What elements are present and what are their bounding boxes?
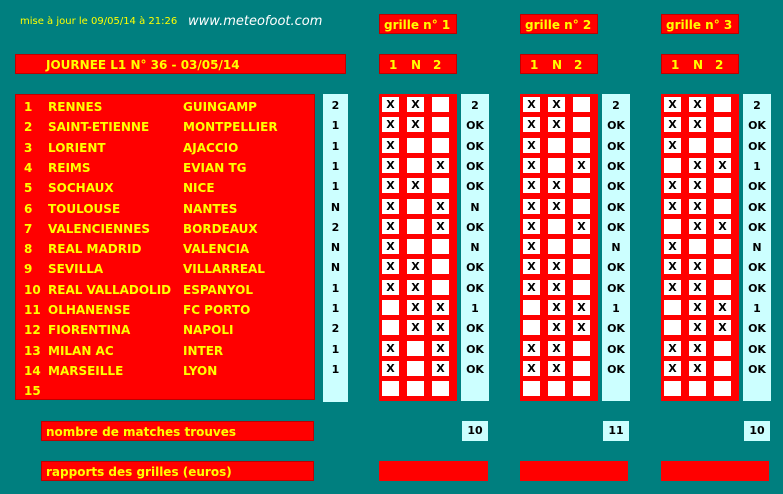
- match-number: 6: [24, 201, 33, 216]
- grid-columns-3: [661, 54, 739, 74]
- grid-cell[interactable]: X: [547, 258, 566, 275]
- match-number: 9: [24, 262, 33, 277]
- match-result: 1: [331, 362, 340, 376]
- grid-status: OK: [748, 220, 766, 234]
- match-result: 1: [331, 281, 340, 295]
- grid-status-column-2: [602, 94, 630, 401]
- grid-cell[interactable]: [522, 380, 541, 397]
- matches-found-count: 10: [462, 421, 488, 441]
- match-result: [323, 380, 348, 400]
- grid-cell[interactable]: [406, 218, 425, 235]
- table-row: [16, 341, 316, 361]
- rapports-label: rapports des grilles (euros): [41, 461, 314, 481]
- grid-cell[interactable]: X: [381, 258, 400, 275]
- grid-cell[interactable]: [572, 380, 591, 397]
- home-team: OLHANENSE: [48, 303, 131, 317]
- grid-title-2: grille n° 2: [520, 14, 598, 34]
- grid-status: OK: [466, 139, 484, 153]
- grid-status: 1: [753, 159, 761, 173]
- grid-cell[interactable]: [713, 360, 732, 377]
- grid-cell[interactable]: X: [431, 340, 450, 357]
- grid-cell[interactable]: [431, 177, 450, 194]
- grid-title-1: grille n° 1: [379, 14, 457, 34]
- grid-cell[interactable]: [547, 218, 566, 235]
- grid-cell[interactable]: [713, 238, 732, 255]
- grid-status-column-3: [743, 94, 771, 401]
- grid-status: OK: [607, 261, 625, 275]
- grid-cell[interactable]: X: [431, 299, 450, 316]
- grid-cell[interactable]: X: [522, 279, 541, 296]
- grid-cell[interactable]: [406, 157, 425, 174]
- grid-cell[interactable]: X: [547, 340, 566, 357]
- grid-cell[interactable]: X: [547, 177, 566, 194]
- grid-status: OK: [466, 119, 484, 133]
- grid-cell[interactable]: X: [522, 137, 541, 154]
- grid-cell[interactable]: X: [547, 279, 566, 296]
- grid-status: OK: [607, 119, 625, 133]
- grid-cell[interactable]: X: [688, 96, 707, 113]
- grid-cell[interactable]: [663, 157, 682, 174]
- away-team: NANTES: [183, 201, 238, 216]
- grid-cell[interactable]: X: [688, 177, 707, 194]
- grid-cell[interactable]: [431, 116, 450, 133]
- grid-status: 1: [753, 302, 761, 315]
- grid-cell[interactable]: [572, 360, 591, 377]
- grid-cell[interactable]: X: [572, 218, 591, 235]
- grid-cell[interactable]: [713, 198, 732, 215]
- grid-cell[interactable]: [713, 177, 732, 194]
- grid-cell[interactable]: [406, 380, 425, 397]
- update-note: mise à jour le 09/05/14 à 21:26: [20, 16, 178, 27]
- grid-cell[interactable]: X: [431, 157, 450, 174]
- site-name: www.meteofoot.com: [188, 14, 323, 29]
- grid-cell[interactable]: [572, 96, 591, 113]
- grid-cell[interactable]: [713, 258, 732, 275]
- match-number: 13: [24, 343, 41, 358]
- grid-cell[interactable]: X: [547, 96, 566, 113]
- grid-cell[interactable]: X: [572, 157, 591, 174]
- grid-cell[interactable]: X: [547, 360, 566, 377]
- away-team: INTER: [183, 343, 224, 358]
- grid-cell[interactable]: [431, 380, 450, 397]
- away-team: EVIAN TG: [183, 160, 247, 175]
- grid-column-label: N: [693, 58, 704, 72]
- matches-found-count: 10: [744, 421, 770, 441]
- grid-status: [461, 380, 489, 400]
- grid-cell[interactable]: [572, 340, 591, 357]
- grid-column-label: 1: [671, 58, 680, 72]
- grid-cell[interactable]: [572, 177, 591, 194]
- grid-status: OK: [466, 159, 484, 173]
- grid-cell[interactable]: X: [688, 299, 707, 316]
- grid-status: OK: [607, 281, 625, 295]
- match-number: 7: [24, 221, 33, 236]
- grid-cell[interactable]: X: [688, 319, 707, 336]
- grid-column-label: N: [552, 58, 563, 72]
- grid-cell[interactable]: X: [406, 96, 425, 113]
- grid-cell[interactable]: [547, 137, 566, 154]
- match-result: 2: [331, 220, 340, 234]
- grid-cell[interactable]: X: [688, 218, 707, 235]
- grid-cell[interactable]: X: [522, 116, 541, 133]
- grid-cell[interactable]: X: [663, 340, 682, 357]
- away-team: AJACCIO: [183, 140, 239, 155]
- grid-cell[interactable]: [431, 258, 450, 275]
- grid-cell[interactable]: X: [381, 218, 400, 235]
- grid-cell[interactable]: X: [572, 299, 591, 316]
- grid-status: OK: [748, 139, 766, 153]
- grid-cell[interactable]: X: [522, 238, 541, 255]
- home-team: MARSEILLE: [48, 363, 124, 378]
- away-team: GUINGAMP: [183, 100, 257, 114]
- match-result: 1: [331, 302, 340, 315]
- grid-cell[interactable]: [522, 299, 541, 316]
- grid-cell[interactable]: X: [381, 279, 400, 296]
- grid-cell[interactable]: X: [431, 319, 450, 336]
- grid-status: 2: [753, 99, 761, 112]
- grid-cell[interactable]: X: [688, 279, 707, 296]
- grid-cell[interactable]: X: [663, 177, 682, 194]
- grid-cell[interactable]: X: [547, 319, 566, 336]
- grid-cell[interactable]: X: [522, 218, 541, 235]
- grid-status: OK: [466, 261, 484, 275]
- matches-table: [15, 94, 315, 400]
- grid-cell[interactable]: [406, 238, 425, 255]
- match-result: 1: [331, 119, 340, 133]
- grid-cell[interactable]: X: [663, 116, 682, 133]
- grid-cell[interactable]: X: [547, 198, 566, 215]
- grid-cell[interactable]: X: [713, 299, 732, 316]
- grid-cell[interactable]: X: [406, 177, 425, 194]
- match-result: N: [330, 241, 341, 255]
- match-result: 2: [331, 322, 340, 336]
- grid-cell[interactable]: X: [381, 137, 400, 154]
- grid-status: OK: [748, 180, 766, 194]
- match-number: 5: [24, 181, 33, 196]
- grid-cell[interactable]: X: [522, 96, 541, 113]
- grid-cell[interactable]: X: [547, 299, 566, 316]
- grid-status: N: [752, 241, 762, 255]
- grid-cell[interactable]: [572, 198, 591, 215]
- table-row: [16, 97, 316, 117]
- grid-cell[interactable]: X: [688, 116, 707, 133]
- journee-label: JOURNEE L1 N° 36 - 03/05/14: [15, 54, 346, 74]
- table-row: [16, 280, 316, 300]
- grid-cell[interactable]: X: [713, 218, 732, 235]
- grid-cell[interactable]: X: [406, 116, 425, 133]
- grid-cell[interactable]: X: [522, 340, 541, 357]
- grid-status: OK: [607, 220, 625, 234]
- grid-cell[interactable]: X: [522, 198, 541, 215]
- away-team: VALENCIA: [183, 242, 250, 257]
- grid-status: OK: [466, 322, 484, 336]
- grid-status: OK: [607, 342, 625, 356]
- grid-cell[interactable]: X: [431, 360, 450, 377]
- home-team: FIORENTINA: [48, 323, 131, 338]
- table-row: [16, 199, 316, 219]
- grid-cell[interactable]: [663, 380, 682, 397]
- grid-column-label: 2: [715, 58, 724, 72]
- grid-cell[interactable]: [713, 380, 732, 397]
- grid-cell[interactable]: X: [688, 340, 707, 357]
- match-result: 1: [331, 139, 340, 153]
- table-row: [16, 138, 316, 158]
- grid-status: N: [470, 241, 480, 255]
- grid-cell[interactable]: [713, 96, 732, 113]
- grid-column-label: 2: [433, 58, 442, 72]
- grid-cell[interactable]: X: [431, 218, 450, 235]
- grid-cell[interactable]: [663, 319, 682, 336]
- rapport-box: [520, 461, 628, 481]
- grid-status: OK: [748, 261, 766, 275]
- match-result: 1: [331, 342, 340, 356]
- home-team: VALENCIENNES: [48, 221, 151, 236]
- grid-cell[interactable]: [381, 299, 400, 316]
- table-row: [16, 300, 316, 320]
- home-team: TOULOUSE: [48, 201, 121, 216]
- away-team: ESPANYOL: [183, 282, 253, 297]
- grid-status: OK: [607, 322, 625, 336]
- match-number: 1: [24, 100, 33, 114]
- away-team: LYON: [183, 363, 218, 378]
- grid-cell[interactable]: X: [522, 157, 541, 174]
- grid-status: OK: [607, 200, 625, 214]
- rapport-box: [379, 461, 488, 481]
- match-number: 3: [24, 140, 33, 155]
- grid-cell[interactable]: X: [406, 279, 425, 296]
- grid-status: OK: [748, 322, 766, 336]
- match-result: 1: [331, 159, 340, 173]
- grid-cell[interactable]: X: [713, 319, 732, 336]
- grid-status: 2: [471, 99, 479, 112]
- grid-status: OK: [748, 200, 766, 214]
- home-team: MILAN AC: [48, 343, 114, 358]
- grid-cell[interactable]: [522, 319, 541, 336]
- grid-cell[interactable]: [431, 137, 450, 154]
- match-number: 4: [24, 160, 33, 175]
- home-team: LORIENT: [48, 140, 106, 155]
- table-row: [16, 361, 316, 381]
- grid-cell[interactable]: [688, 380, 707, 397]
- grid-cell[interactable]: X: [663, 279, 682, 296]
- grid-status-column-1: [461, 94, 489, 401]
- grid-status: OK: [466, 362, 484, 376]
- grid-status: 2: [612, 99, 620, 112]
- grid-column-label: N: [411, 58, 422, 72]
- table-row: [16, 259, 316, 279]
- grid-cell[interactable]: [713, 279, 732, 296]
- grid-cell[interactable]: [572, 279, 591, 296]
- grid-cell[interactable]: X: [381, 96, 400, 113]
- table-row: [16, 239, 316, 259]
- match-result: 2: [331, 99, 340, 112]
- home-team: REIMS: [48, 160, 91, 175]
- grid-cell[interactable]: [572, 258, 591, 275]
- grid-status: OK: [607, 362, 625, 376]
- grid-cell[interactable]: [547, 380, 566, 397]
- match-number: 15: [24, 384, 41, 399]
- grid-column-label: 1: [389, 58, 398, 72]
- grid-cell[interactable]: X: [663, 238, 682, 255]
- matches-found-count: 11: [603, 421, 629, 441]
- away-team: NICE: [183, 181, 215, 196]
- grid-cell[interactable]: X: [381, 116, 400, 133]
- grid-status: OK: [466, 220, 484, 234]
- grid-status: 1: [471, 302, 479, 315]
- home-team: REAL MADRID: [48, 242, 142, 257]
- home-team: SEVILLA: [48, 262, 104, 277]
- grid-status: OK: [748, 119, 766, 133]
- grid-cell[interactable]: X: [431, 198, 450, 215]
- grid-cell[interactable]: X: [688, 157, 707, 174]
- grid-cell[interactable]: [572, 238, 591, 255]
- grid-title-3: grille n° 3: [661, 14, 739, 34]
- grid-cell[interactable]: X: [663, 360, 682, 377]
- table-row: [16, 219, 316, 239]
- grid-status: OK: [466, 342, 484, 356]
- match-result: N: [330, 200, 341, 214]
- grid-columns-2: [520, 54, 598, 74]
- grid-cell[interactable]: [688, 137, 707, 154]
- grid-cell[interactable]: [431, 238, 450, 255]
- grid-cell[interactable]: X: [381, 340, 400, 357]
- grid-cell[interactable]: X: [381, 360, 400, 377]
- grid-cell[interactable]: X: [663, 137, 682, 154]
- match-result: 1: [331, 180, 340, 194]
- away-team: NAPOLI: [183, 323, 234, 338]
- grid-cell[interactable]: [713, 340, 732, 357]
- grid-status: [743, 380, 771, 400]
- grid-cell[interactable]: X: [406, 319, 425, 336]
- grid-cell[interactable]: X: [381, 177, 400, 194]
- grid-cell[interactable]: [406, 137, 425, 154]
- match-number: 12: [24, 323, 41, 338]
- table-row: [16, 117, 316, 137]
- grid-status: OK: [466, 180, 484, 194]
- grid-cell[interactable]: [663, 218, 682, 235]
- grid-cell[interactable]: X: [688, 258, 707, 275]
- match-number: 10: [24, 282, 41, 297]
- grid-columns-1: [379, 54, 457, 74]
- home-team: SOCHAUX: [48, 181, 114, 196]
- grid-cell[interactable]: [663, 299, 682, 316]
- grid-status: OK: [748, 362, 766, 376]
- matches-found-label: nombre de matches trouves: [41, 421, 314, 441]
- grid-cell[interactable]: X: [572, 319, 591, 336]
- grid-cell[interactable]: X: [381, 238, 400, 255]
- away-team: VILLARREAL: [183, 262, 265, 277]
- match-result: N: [330, 261, 341, 275]
- grid-status: N: [611, 241, 621, 255]
- grid-cell[interactable]: [572, 137, 591, 154]
- grid-cell[interactable]: X: [406, 299, 425, 316]
- grid-cell[interactable]: [713, 137, 732, 154]
- grid-status: OK: [607, 139, 625, 153]
- match-number: 8: [24, 242, 33, 257]
- grid-cell[interactable]: X: [663, 198, 682, 215]
- match-number: 11: [24, 303, 41, 317]
- grid-cell[interactable]: X: [663, 258, 682, 275]
- table-row: [16, 320, 316, 340]
- home-team: RENNES: [48, 100, 103, 114]
- grid-cell[interactable]: X: [522, 258, 541, 275]
- grid-cell[interactable]: X: [406, 258, 425, 275]
- grid-cell[interactable]: X: [381, 198, 400, 215]
- home-team: SAINT-ETIENNE: [48, 120, 150, 135]
- grid-cell[interactable]: X: [547, 116, 566, 133]
- grid-cell[interactable]: X: [713, 157, 732, 174]
- grid-cell[interactable]: [431, 279, 450, 296]
- grid-cell[interactable]: [431, 96, 450, 113]
- grid-status: OK: [607, 159, 625, 173]
- grid-status: OK: [748, 281, 766, 295]
- results-column: [323, 94, 348, 402]
- match-number: 2: [24, 120, 33, 135]
- grid-status: N: [470, 200, 480, 214]
- grid-cell[interactable]: X: [688, 198, 707, 215]
- away-team: BORDEAUX: [183, 221, 258, 236]
- grid-cell[interactable]: X: [522, 177, 541, 194]
- grid-column-label: 2: [574, 58, 583, 72]
- grid-status: [602, 380, 630, 400]
- grid-cell[interactable]: [547, 238, 566, 255]
- table-row: [16, 381, 316, 401]
- grid-cell[interactable]: X: [688, 360, 707, 377]
- table-row: [16, 158, 316, 178]
- grid-cell[interactable]: X: [663, 96, 682, 113]
- table-row: [16, 178, 316, 198]
- grid-cell[interactable]: [406, 198, 425, 215]
- grid-status: 1: [612, 302, 620, 315]
- grid-cell[interactable]: [572, 116, 591, 133]
- grid-status: OK: [607, 180, 625, 194]
- away-team: MONTPELLIER: [183, 120, 278, 135]
- rapport-box: [661, 461, 769, 481]
- grid-cell[interactable]: [547, 157, 566, 174]
- grid-cell[interactable]: [406, 340, 425, 357]
- grid-status: OK: [748, 342, 766, 356]
- grid-status: OK: [466, 281, 484, 295]
- grid-cell[interactable]: [688, 238, 707, 255]
- grid-cell[interactable]: [713, 116, 732, 133]
- match-number: 14: [24, 363, 41, 378]
- away-team: FC PORTO: [183, 303, 251, 317]
- grid-cell[interactable]: [406, 360, 425, 377]
- home-team: REAL VALLADOLID: [48, 282, 172, 297]
- grid-column-label: 1: [530, 58, 539, 72]
- grid-cell[interactable]: X: [522, 360, 541, 377]
- grid-cell[interactable]: [381, 319, 400, 336]
- grid-cell[interactable]: X: [381, 157, 400, 174]
- grid-cell[interactable]: [381, 380, 400, 397]
